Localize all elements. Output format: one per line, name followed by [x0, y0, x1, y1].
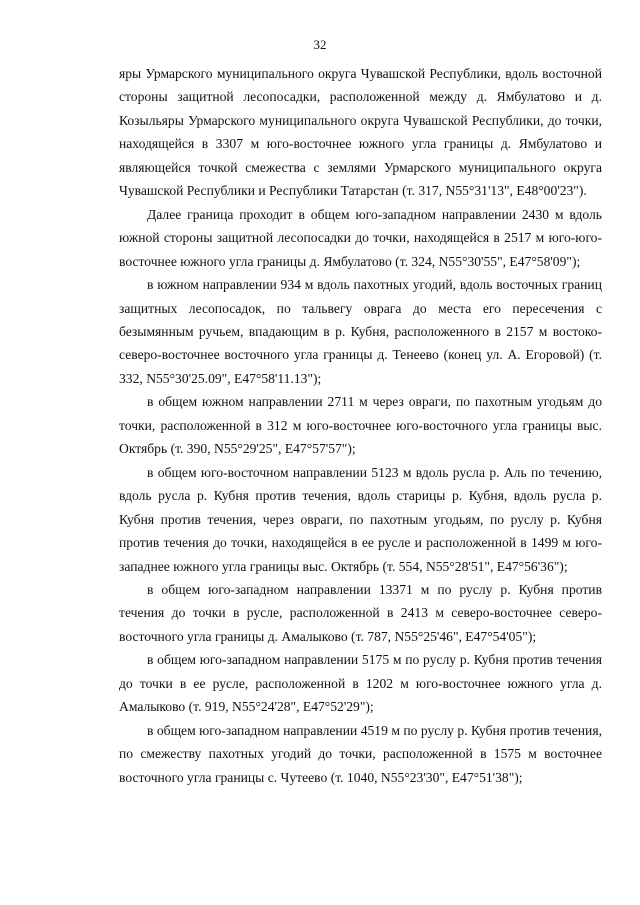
- paragraph: в общем юго-западном направлении 4519 м по руслу р. Кубня против течения, по смежеству пахотных угодий до точки, расположенной в 1575 м восточнее восточного угла границы с. Чутеево (т. 1040, N55°23'30", E47°51'38");: [119, 722, 602, 785]
- paragraph: Далее граница проходит в общем юго-западном направлении 2430 м вдоль южной стороны защитной лесопосадки до точки, находящейся в 2517 м юго-юго-восточнее южного угла границы д. Ямбулатово (т. 324, N55°30'55", E47°58'09");: [119, 206, 602, 269]
- page-number: 32: [313, 37, 327, 52]
- paragraph: в общем юго-восточном направлении 5123 м вдоль русла р. Аль по течению, вдоль русла р. Кубня против течения, вдоль старицы р. Кубня, вдоль русла р. Кубня против течения, через овраги, по пахотным угодьям, по руслу р. Кубня против течения до точки, находящейся в ее русле и расположенной в 1499 м юго-западнее южного угла границы выс. Октябрь (т. 554, N55°28'51", E47°56'36");: [119, 464, 602, 574]
- paragraph: в южном направлении 934 м вдоль пахотных угодий, вдоль восточных границ защитных лесопосадок, по тальвегу оврага до места его пересечения с безымянным ручьем, впадающим в р. Кубня, расположенного в 2157 м востоко-северо-восточнее восточного угла границы д. Тенеево (конец ул. А. Егоровой) (т. 332, N55°30'25.09", E47°58'11.13");: [119, 277, 602, 386]
- paragraph: в общем юго-западном направлении 5175 м по руслу р. Кубня против течения до точки в ее русле, расположенной в 1202 м юго-восточнее южного угла д. Амалыково (т. 919, N55°24'28", E47°52'29");: [119, 652, 602, 715]
- paragraph: в общем южном направлении 2711 м через овраги, по пахотным угодьям до точки, расположенной в 312 м юго-восточнее юго-восточного угла границы выс. Октябрь (т. 390, N55°29'25", E47°57'57");: [119, 394, 602, 457]
- paragraph: в общем юго-западном направлении 13371 м по руслу р. Кубня против течения до точки в русле, расположенной в 2413 м северо-восточнее северо-восточного угла границы д. Амалыково (т. 787, N55°25'46", E47°54'05");: [119, 581, 602, 644]
- paragraph-continuation: яры Урмарского муниципального округа Чувашской Республики, вдоль восточной стороны защитной лесопосадки, расположенной между д. Ямбулатово и д. Козыльяры Урмарского муниципального округа Чувашской Республики, до точки, находящейся в 3307 м юго-восточнее южного угла границы д. Ямбулатово и являющейся точкой смежества с землями Урмарского муниципального округа Чувашской Республики и Республики Татарстан (т. 317, N55°31'13", E48°00'23").: [119, 66, 602, 199]
- document-body: [119, 62, 602, 789]
